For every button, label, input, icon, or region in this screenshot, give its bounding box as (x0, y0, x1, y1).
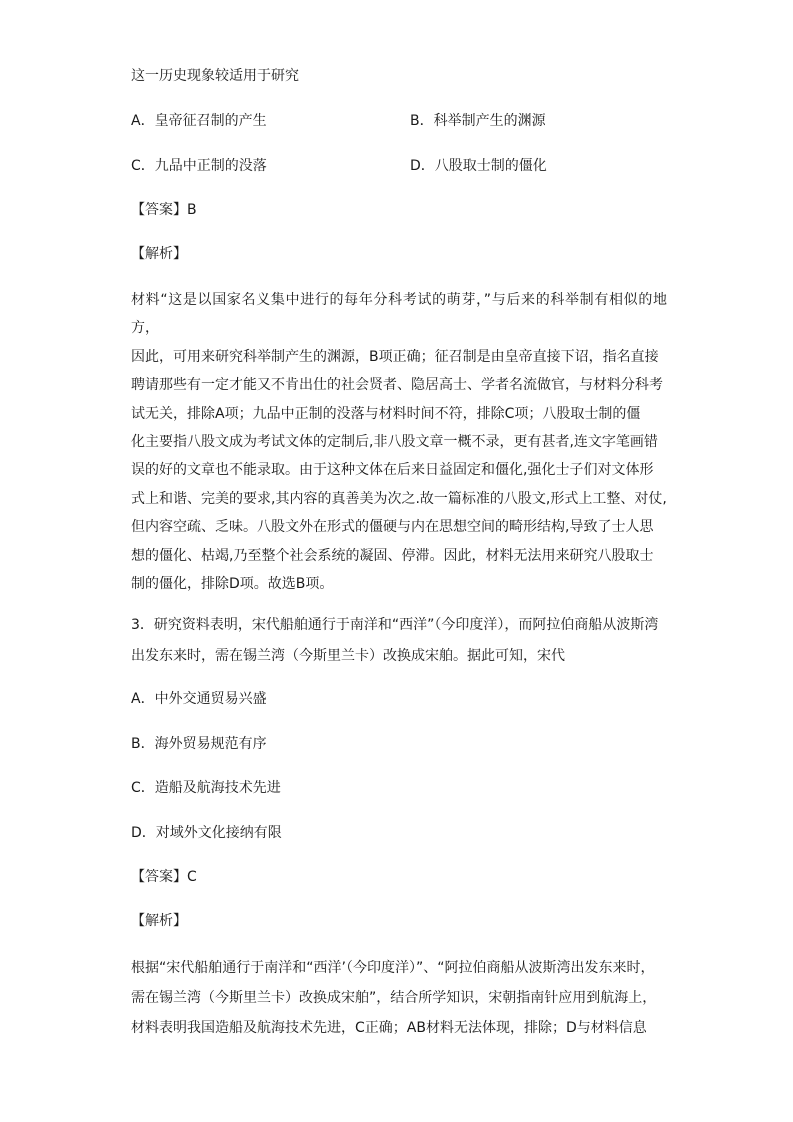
q2-analysis-body (131, 286, 667, 598)
q2-answer: 【答案】B (131, 202, 197, 218)
analysis-line: 因此，可用来研究科举制产生的渊源，B项正确；征召制是由皇帝直接下诏，指名直接 (131, 348, 659, 365)
q3-option-c: C．造船及航海技术先进 (131, 780, 281, 796)
analysis-line: 想的僵化、枯竭,乃至整个社会系统的凝固、停滞。因此，材料无法用来研究八股取士 (131, 547, 654, 564)
q2-stem-end: 这一历史现象较适用于研究 (131, 68, 299, 84)
q3-stem-line: 出发东来时，需在锡兰湾（今斯里兰卡）改换成宋舶。据此可知，宋代 (131, 648, 565, 664)
q3-stem (131, 610, 667, 672)
q3-answer: 【答案】C (131, 869, 197, 885)
analysis-line: 误的好的文章也不能录取。由于这种文体在后来日益固定和僵化,强化士子们对文体形 (131, 462, 654, 479)
analysis-line: 但内容空疏、乏味。八股文外在形式的僵硬与内在思想空间的畸形结构,导致了士人思 (131, 519, 654, 536)
analysis-line: 制的僵化，排除D项。故选B项。 (131, 576, 334, 593)
q3-option-b: B．海外贸易规范有序 (131, 736, 267, 752)
analysis-line: 试无关，排除A项；九品中正制的没落与材料时间不符，排除C项；八股取士制的僵 (131, 405, 641, 422)
analysis-line: 材料表明我国造船及航海技术先进，C正确；AB材料无法体现，排除；D与材料信息 (131, 1020, 647, 1036)
analysis-line: 式上和谐、完美的要求,其内容的真善美为次之.故一篇标准的八股文,形式上工整、对仗, (131, 490, 667, 507)
q2-option-b: B．科举制产生的渊源 (410, 113, 546, 129)
analysis-line: 需在锡兰湾（今斯里兰卡）改换成宋舶”，结合所学知识，宋朝指南针应用到航海上， (131, 990, 657, 1006)
q3-analysis-body (131, 953, 667, 1043)
q3-analysis-label: 【解析】 (131, 913, 187, 929)
q2-option-a: A．皇帝征召制的产生 (131, 113, 267, 129)
q3-option-d: D．对域外文化接纳有限 (131, 825, 282, 841)
q3-option-a: A．中外交通贸易兴盛 (131, 691, 267, 707)
analysis-line: 聘请那些有一定才能又不肯出仕的社会贤者、隐居高士、学者名流做官，与材料分科考 (131, 377, 663, 394)
q2-option-c: C．九品中正制的没落 (131, 158, 267, 174)
analysis-line: 材料“这是以国家名义集中进行的每年分科考试的萌芽，”与后来的科举制有相似的地方， (131, 292, 667, 337)
q2-analysis-label: 【解析】 (131, 246, 187, 262)
q3-stem-line: 3．研究资料表明，宋代船舶通行于南洋和“西洋”（今印度洋），而阿拉伯商船从波斯湾 (131, 617, 659, 633)
analysis-line: 根据“宋代船舶通行于南洋和“西洋’（今印度洋）”、“阿拉伯商船从波斯湾出发东来时， (131, 960, 655, 976)
q2-option-d: D．八股取士制的僵化 (410, 158, 547, 174)
analysis-line: 化主要指八股文成为考试文体的定制后,非八股文章一概不录，更有甚者,连文字笔画错 (131, 434, 658, 451)
